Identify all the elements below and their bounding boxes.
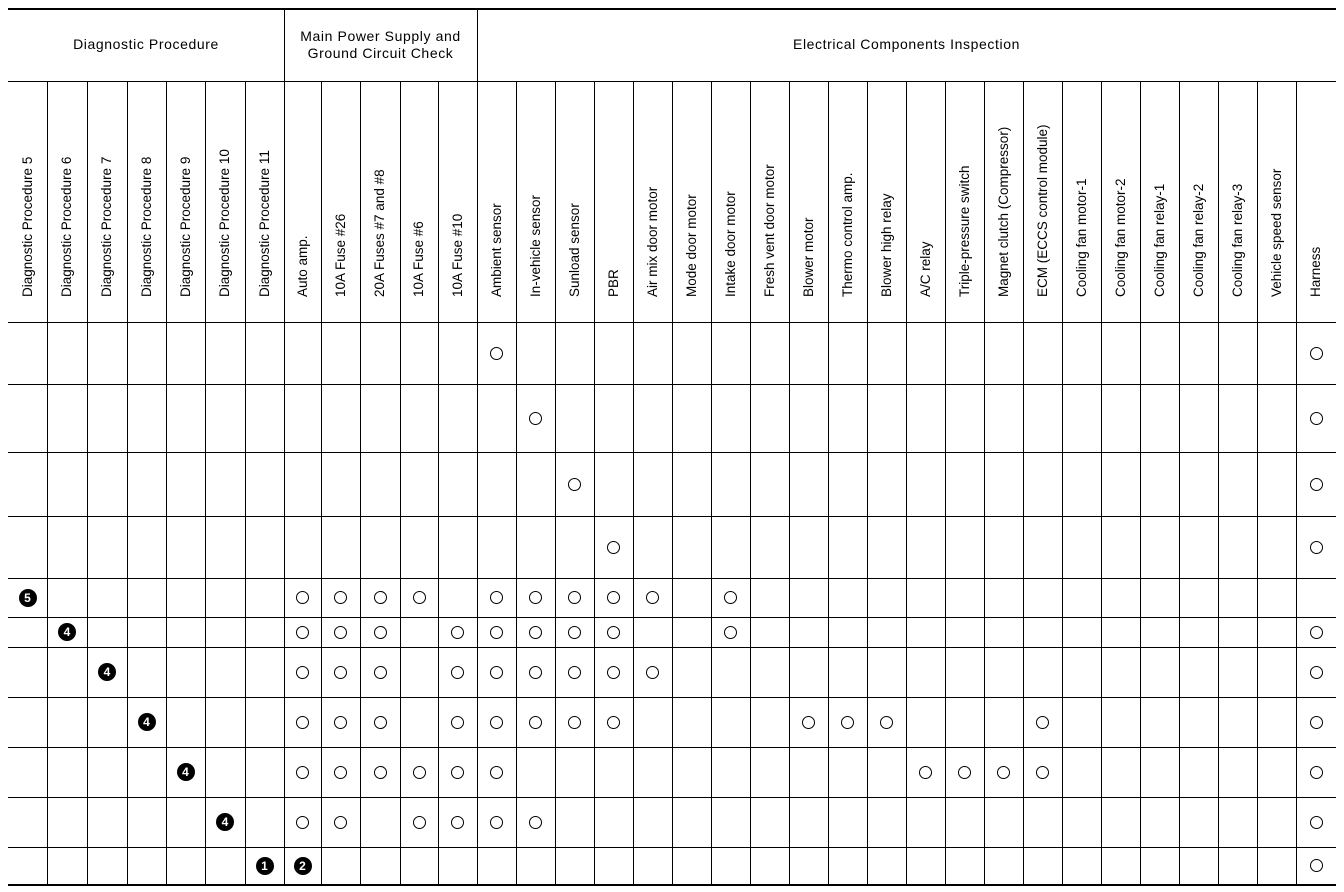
- check-mark-icon: [568, 716, 581, 729]
- check-mark-icon: [529, 666, 542, 679]
- column-header-label: Diagnostic Procedure 9: [177, 156, 193, 297]
- column-header: [516, 81, 555, 322]
- column-header: [828, 81, 867, 322]
- check-mark-icon: [724, 591, 737, 604]
- check-mark-icon: [1310, 478, 1323, 491]
- column-header: [1179, 81, 1218, 322]
- check-mark-icon: [958, 766, 971, 779]
- check-mark-icon: [334, 716, 347, 729]
- check-mark-icon: [296, 666, 309, 679]
- column-header: [1296, 81, 1336, 322]
- check-mark-icon: [1036, 766, 1049, 779]
- check-mark-icon: [490, 716, 503, 729]
- check-mark-icon: [841, 716, 854, 729]
- check-mark-icon: [374, 716, 387, 729]
- column-header: [945, 81, 984, 322]
- column-header-label: Diagnostic Procedure 8: [138, 156, 154, 297]
- check-mark-icon: [1310, 626, 1323, 639]
- check-mark-icon: [802, 716, 815, 729]
- column-header-label: In-vehicle sensor: [527, 194, 543, 297]
- column-header-label: 10A Fuse #10: [449, 213, 465, 297]
- column-header-label: Diagnostic Procedure 5: [19, 156, 35, 297]
- column-header-label: Sunload sensor: [566, 203, 582, 297]
- check-mark-icon: [334, 816, 347, 829]
- check-mark-icon: [374, 766, 387, 779]
- column-header-label: Mode door motor: [683, 194, 699, 297]
- column-header: [750, 81, 789, 322]
- check-mark-icon: [607, 716, 620, 729]
- check-mark-icon: [724, 626, 737, 639]
- column-header-label: 10A Fuse #6: [411, 221, 426, 297]
- column-header-label: Thermo control amp.: [839, 172, 855, 297]
- check-mark-icon: [568, 626, 581, 639]
- step-number-badge: 4: [177, 763, 195, 781]
- check-mark-icon: [413, 816, 426, 829]
- check-mark-icon: [1310, 541, 1323, 554]
- column-header: [555, 81, 594, 322]
- check-mark-icon: [490, 626, 503, 639]
- check-mark-icon: [413, 766, 426, 779]
- check-mark-icon: [997, 766, 1010, 779]
- column-header-label: Blower high relay: [878, 193, 894, 297]
- check-mark-icon: [334, 666, 347, 679]
- check-mark-icon: [490, 816, 503, 829]
- column-header: [360, 81, 400, 322]
- column-header: [245, 81, 284, 322]
- column-header: [47, 81, 87, 322]
- check-mark-icon: [490, 347, 503, 360]
- check-mark-icon: [1310, 347, 1323, 360]
- step-number-badge: 4: [138, 713, 156, 731]
- column-header: [87, 81, 127, 322]
- check-mark-icon: [529, 626, 542, 639]
- column-header: [1023, 81, 1062, 322]
- column-header-label: Blower motor: [800, 217, 816, 297]
- column-header-label: Cooling fan relay-2: [1190, 183, 1206, 297]
- check-mark-icon: [529, 591, 542, 604]
- check-mark-icon: [451, 816, 464, 829]
- check-mark-icon: [374, 626, 387, 639]
- column-header: [438, 81, 477, 322]
- grid-line: [477, 8, 478, 81]
- check-mark-icon: [607, 541, 620, 554]
- check-mark-icon: [1036, 716, 1049, 729]
- step-number-badge: 4: [58, 623, 76, 641]
- column-header: [789, 81, 828, 322]
- check-mark-icon: [568, 478, 581, 491]
- column-header: [284, 81, 321, 322]
- column-header-label: Triple-pressure switch: [956, 165, 972, 297]
- column-header-label: Magnet clutch (Compressor): [995, 126, 1011, 297]
- column-header-label: Harness: [1308, 246, 1323, 297]
- column-header: [205, 81, 245, 322]
- check-mark-icon: [1310, 666, 1323, 679]
- column-header-label: Diagnostic Procedure 10: [217, 149, 232, 297]
- column-header-label: Auto amp.: [294, 235, 310, 297]
- step-number-badge: 4: [98, 663, 116, 681]
- check-mark-icon: [490, 666, 503, 679]
- check-mark-icon: [296, 591, 309, 604]
- check-mark-icon: [568, 591, 581, 604]
- column-header: [672, 81, 711, 322]
- step-number-badge: 1: [256, 857, 274, 875]
- column-header: [1101, 81, 1140, 322]
- column-header: [594, 81, 633, 322]
- check-mark-icon: [490, 766, 503, 779]
- column-header-label: PBR: [605, 269, 621, 297]
- column-header-label: Cooling fan relay-3: [1229, 183, 1245, 297]
- check-mark-icon: [1310, 716, 1323, 729]
- column-header-label: Diagnostic Procedure 6: [59, 156, 74, 297]
- check-mark-icon: [490, 591, 503, 604]
- check-mark-icon: [919, 766, 932, 779]
- check-mark-icon: [646, 591, 659, 604]
- column-header: [1062, 81, 1101, 322]
- check-mark-icon: [451, 666, 464, 679]
- check-mark-icon: [607, 591, 620, 604]
- column-header: [867, 81, 906, 322]
- check-mark-icon: [296, 626, 309, 639]
- column-header-label: 10A Fuse #26: [332, 213, 348, 297]
- column-header-label: Intake door motor: [722, 191, 738, 297]
- column-header: [8, 81, 47, 322]
- check-mark-icon: [334, 766, 347, 779]
- column-header-label: Cooling fan motor-2: [1112, 178, 1128, 297]
- column-header-label: ECM (ECCS control module): [1034, 124, 1050, 297]
- step-number-badge: 2: [294, 857, 312, 875]
- check-mark-icon: [334, 591, 347, 604]
- check-mark-icon: [529, 716, 542, 729]
- column-header: [1218, 81, 1257, 322]
- column-header: [166, 81, 205, 322]
- check-mark-icon: [374, 666, 387, 679]
- column-header-label: 20A Fuses #7 and #8: [372, 169, 387, 297]
- check-mark-icon: [451, 626, 464, 639]
- column-header-label: Cooling fan motor-1: [1073, 178, 1089, 297]
- check-mark-icon: [334, 626, 347, 639]
- check-mark-icon: [568, 666, 581, 679]
- step-number-badge: 5: [19, 589, 37, 607]
- check-mark-icon: [296, 716, 309, 729]
- column-header: [127, 81, 166, 322]
- group-header: Diagnostic Procedure: [73, 36, 219, 52]
- column-header: [1257, 81, 1296, 322]
- check-mark-icon: [374, 591, 387, 604]
- check-mark-icon: [529, 816, 542, 829]
- column-header-label: Vehicle speed sensor: [1268, 168, 1284, 297]
- check-mark-icon: [451, 766, 464, 779]
- group-header: Main Power Supply and Ground Circuit Check: [300, 27, 461, 61]
- check-mark-icon: [646, 666, 659, 679]
- check-mark-icon: [1310, 859, 1323, 872]
- column-header: [321, 81, 360, 322]
- check-mark-icon: [1310, 816, 1323, 829]
- check-mark-icon: [296, 816, 309, 829]
- check-mark-icon: [296, 766, 309, 779]
- check-mark-icon: [451, 716, 464, 729]
- column-header: [633, 81, 672, 322]
- grid-line: [8, 884, 1336, 886]
- check-mark-icon: [607, 666, 620, 679]
- check-mark-icon: [1310, 412, 1323, 425]
- column-header-label: Diagnostic Procedure 7: [99, 156, 114, 297]
- column-header-label: Diagnostic Procedure 11: [256, 150, 272, 297]
- check-mark-icon: [413, 591, 426, 604]
- column-header-label: Fresh vent door motor: [761, 164, 777, 297]
- group-header: Electrical Components Inspection: [793, 36, 1020, 52]
- check-mark-icon: [1310, 766, 1323, 779]
- column-header: [984, 81, 1023, 322]
- column-header: [477, 81, 516, 322]
- check-mark-icon: [529, 412, 542, 425]
- step-number-badge: 4: [216, 813, 234, 831]
- column-header-label: Ambient sensor: [488, 203, 504, 297]
- check-mark-icon: [607, 626, 620, 639]
- column-header: [906, 81, 945, 322]
- column-header-label: A/C relay: [917, 241, 933, 297]
- column-header: [400, 81, 438, 322]
- column-header: [711, 81, 750, 322]
- check-mark-icon: [880, 716, 893, 729]
- grid-line: [284, 8, 285, 81]
- column-header: [1140, 81, 1179, 322]
- column-header-label: Air mix door motor: [644, 186, 660, 297]
- column-header-label: Cooling fan relay-1: [1151, 183, 1167, 297]
